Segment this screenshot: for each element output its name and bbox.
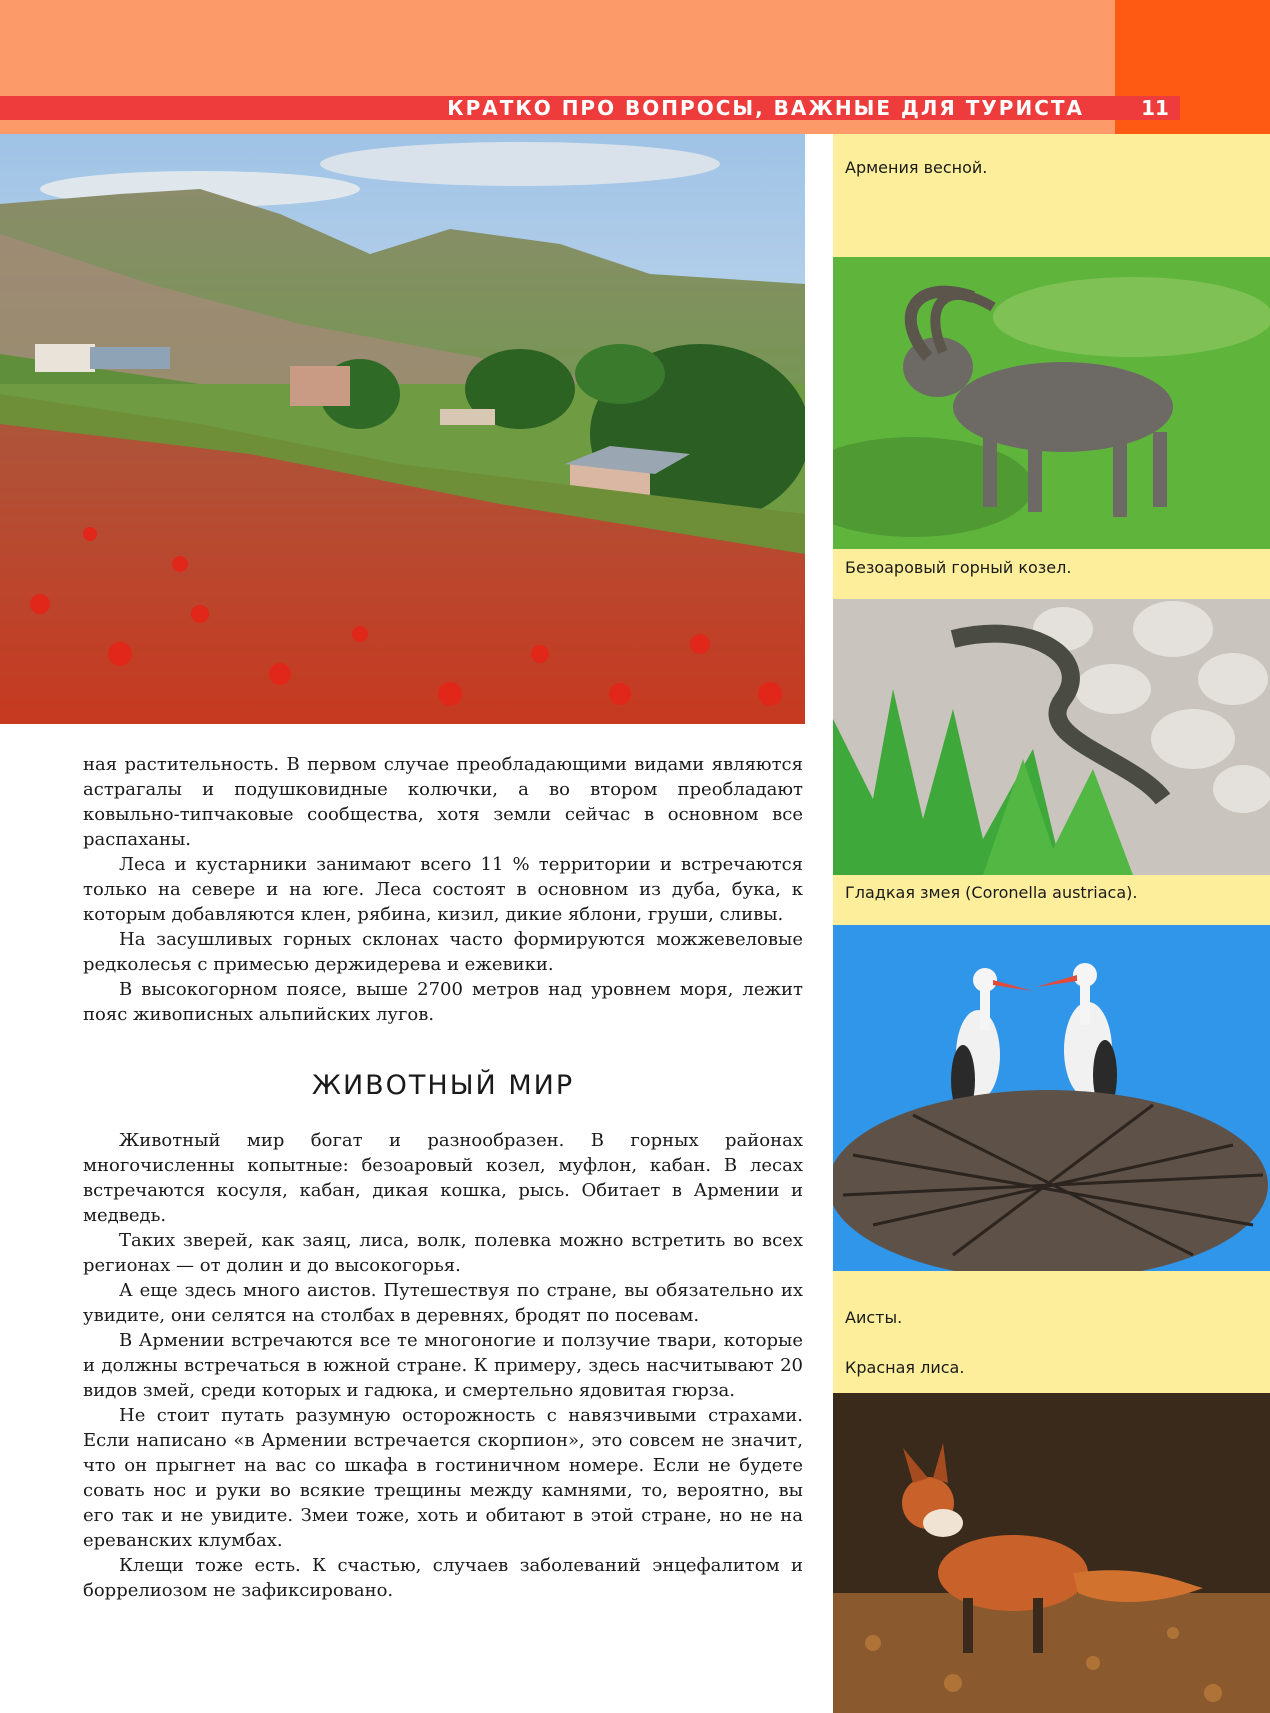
paragraph: ная растительность. В первом случае преобладающими видами являются астрагалы и подушковидные колючки, а во втором преобладают ковыльно-типчаковые сообщества, хотя земли сейчас в основном все распаханы. xyxy=(83,754,803,850)
caption-fox: Красная лиса. xyxy=(845,1358,965,1377)
page-number: 11 xyxy=(1141,96,1169,120)
body-text-fauna xyxy=(83,1128,803,1603)
paragraph: Не стоит путать разумную осторожность с навязчивыми страхами. Если написано «в Армении встречается скорпион», это совсем не значит, что он прыгнет на вас со шкафа в гостиничном номере. Если не будете совать нос и руки во всякие трещины между камнями, то, вероятно, вы его так и не увидите. Змеи тоже, хоть и обитают в этой стране, но не на ереванских клумбах. xyxy=(83,1405,803,1551)
caption-goat: Безоаровый горный козел. xyxy=(845,558,1072,577)
paragraph: Таких зверей, как заяц, лиса, волк, полевка можно встретить во всех регионах — от долин и до высокогорья. xyxy=(83,1230,803,1276)
running-header-title: КРАТКО ПРО ВОПРОСЫ, ВАЖНЫЕ ДЛЯ ТУРИСТА xyxy=(447,96,1084,120)
paragraph: В высокогорном поясе, выше 2700 метров над уровнем моря, лежит пояс живописных альпийских лугов. xyxy=(83,979,803,1025)
landscape-photo xyxy=(0,134,805,724)
paragraph: Клещи тоже есть. К счастью, случаев заболеваний энцефалитом и боррелиозом не зафиксировано. xyxy=(83,1555,803,1601)
body-text-flora xyxy=(83,752,803,1027)
goat-photo xyxy=(833,257,1270,549)
paragraph: В Армении встречаются все те многоногие и ползучие твари, которые и должны встречаться в южной стране. К примеру, здесь насчитывают 20 видов змей, среди которых и гадюка, и смертельно ядовитая гюрза. xyxy=(83,1330,803,1401)
snake-photo xyxy=(833,599,1270,875)
section-heading: ЖИВОТНЫЙ МИР xyxy=(311,1070,575,1101)
paragraph: Животный мир богат и разнообразен. В горных районах многочисленны копытные: безоаровый козел, муфлон, кабан. В лесах встречаются косуля, кабан, дикая кошка, рысь. Обитает в Армении и медведь. xyxy=(83,1130,803,1226)
paragraph: А еще здесь много аистов. Путешествуя по стране, вы обязательно их увидите, они селятся на столбах в деревнях, бродят по посевам. xyxy=(83,1280,803,1326)
storks-photo xyxy=(833,925,1270,1271)
caption-landscape: Армения весной. xyxy=(845,158,988,177)
paragraph: На засушливых горных склонах часто формируются можжевеловые редколесья с примесью держидерева и ежевики. xyxy=(83,929,803,975)
paragraph: Леса и кустарники занимают всего 11 % территории и встречаются только на севере и на юге. Леса состоят в основном из дуба, бука, к которым добавляются клен, рябина, кизил, дикие яблони, груши, сливы. xyxy=(83,854,803,925)
caption-snake: Гладкая змея (Coronella austriaca). xyxy=(845,883,1138,902)
caption-storks: Аисты. xyxy=(845,1308,903,1327)
fox-photo xyxy=(833,1393,1270,1713)
